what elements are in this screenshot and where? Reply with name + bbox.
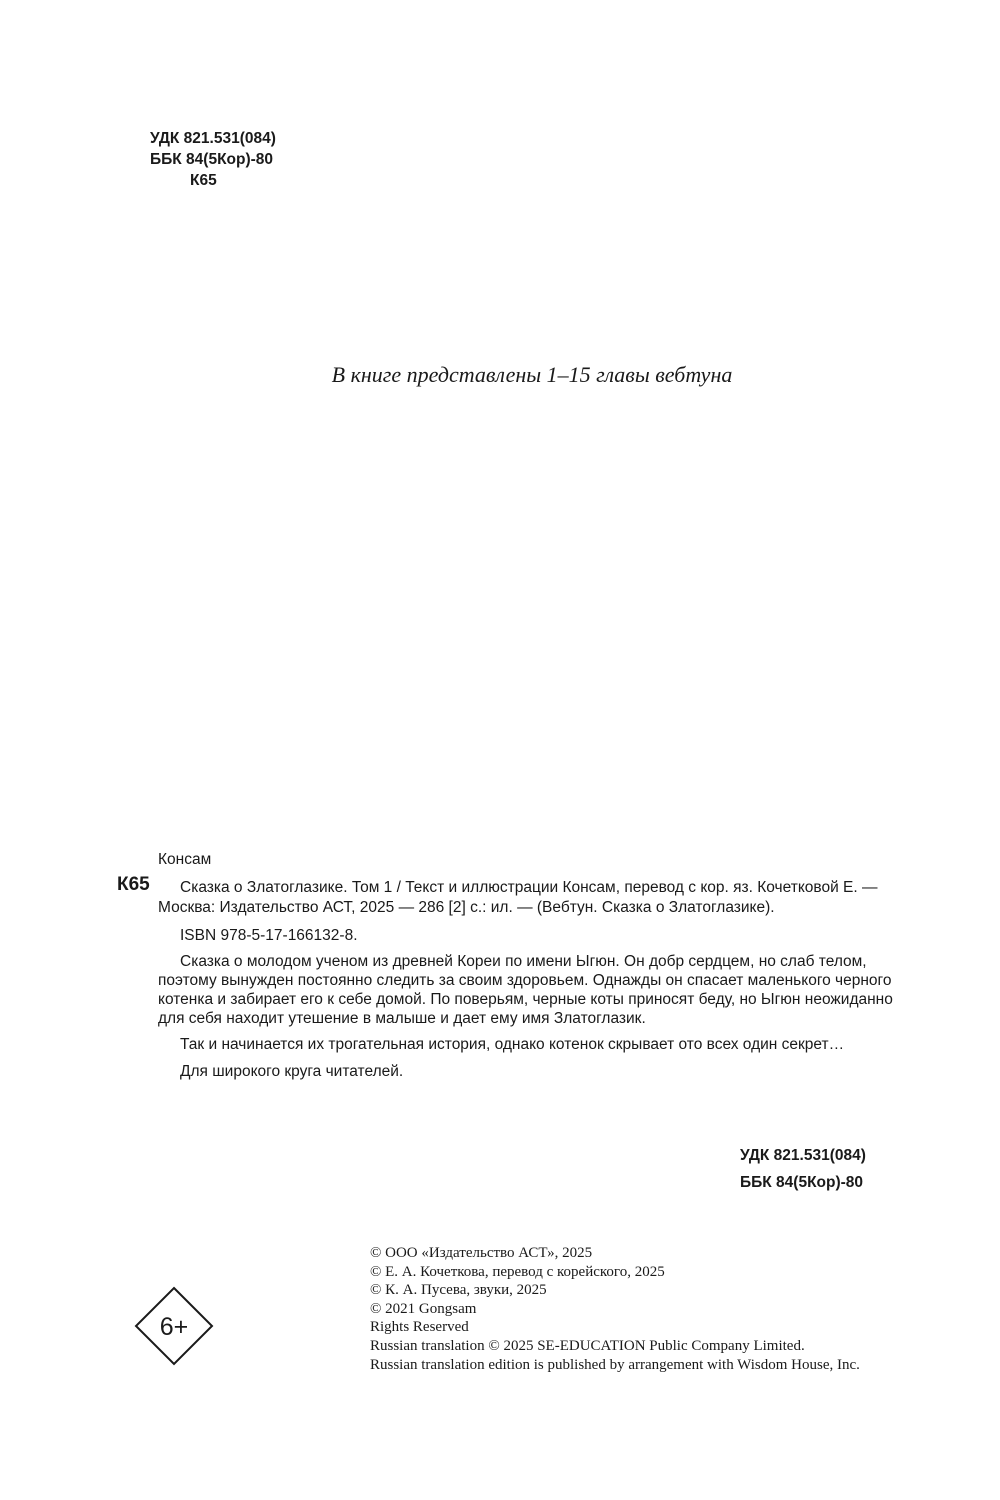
isbn: ISBN 978-5-17-166132-8.	[180, 927, 358, 944]
abstract: Сказка о молодом ученом из древней Кореи по имени Ыгюн. Он добр сердцем, но слаб телом, поэтому вынужден постоянно следить за своим здоровьем. Однажды он спасает маленького черного котенка и забирает его к себе домой. По поверьям, черные коты приносят беду, но Ыгюн неожиданно для себя находит утешение в малыше и дает ему имя Златоглазик.	[158, 953, 893, 1027]
age-rating-diamond-icon	[134, 1286, 214, 1366]
copyright-line: Rights Reserved	[370, 1319, 469, 1336]
bottom-classification-codes	[740, 1142, 866, 1196]
top-classification-codes	[150, 128, 276, 191]
bbk-code: ББК 84(5Кор)-80	[150, 151, 274, 168]
record-author-sign: К65	[117, 874, 150, 895]
tagline: Так и начинается их трогательная история, однако котенок скрывает ото всех один секрет…	[180, 1036, 845, 1053]
bibliographic-line-1: Сказка о Златоглазике. Том 1 / Текст и иллюстрации Консам, перевод с кор. яз. Кочетковой Е. —	[180, 879, 878, 896]
age-rating-badge	[134, 1286, 214, 1366]
age-rating-label: 6+	[159, 1313, 189, 1341]
bbk-code-bottom: ББК 84(5Кор)-80	[740, 1174, 864, 1191]
copyright-line: © 2021 Gongsam	[370, 1300, 477, 1317]
bibliographic-description	[158, 878, 918, 918]
bibliographic-line-2: Москва: Издательство АСТ, 2025 — 286 [2] с.: ил. — (Вебтун. Сказка о Златоглазике).	[158, 899, 775, 916]
udk-code-bottom: УДК 821.531(084)	[740, 1147, 866, 1164]
chapter-note: В книге представлены 1–15 главы вебтуна	[331, 362, 733, 387]
copyright-block	[370, 1244, 860, 1374]
author-sign: К65	[190, 172, 217, 189]
udk-code: УДК 821.531(084)	[150, 130, 276, 147]
copyright-line: © К. А. Пусева, звуки, 2025	[370, 1282, 547, 1299]
copyright-line: Russian translation © 2025 SE-EDUCATION Public Company Limited.	[370, 1337, 805, 1354]
copyright-line: © ООО «Издательство АСТ», 2025	[370, 1245, 593, 1261]
copyright-line: Russian translation edition is published by arrangement with Wisdom House, Inc.	[370, 1356, 860, 1373]
copyright-line: © Е. А. Кочеткова, перевод с корейского, 2025	[370, 1263, 665, 1280]
record-author: Консам	[158, 851, 212, 868]
audience: Для широкого круга читателей.	[180, 1063, 404, 1080]
